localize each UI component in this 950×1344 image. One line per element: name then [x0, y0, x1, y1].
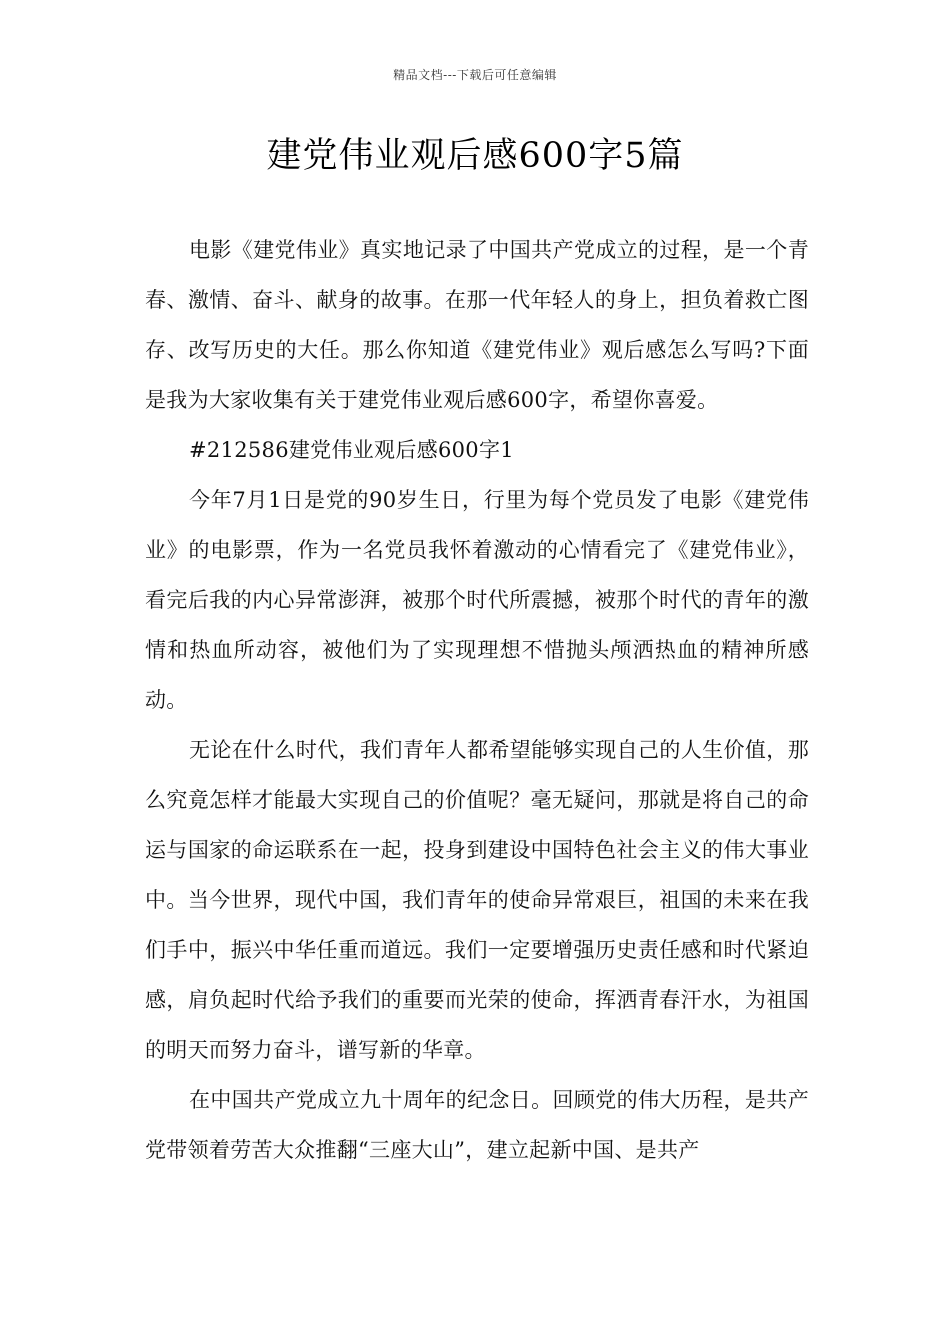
paragraph: 今年7月1日是党的90岁生日，行里为每个党员发了电影《建党伟业》的电影票，作为一名党员我怀着激动的心情看完了《建党伟业》，看完后我的内心异常澎湃，被那个时代所震撼，被那个时代的青年的激情和热血所动容，被他们为了实现理想不惜抛头颅洒热血的精神所感动。: [145, 488, 809, 712]
paragraph: 在中国共产党成立九十周年的纪念日。回顾党的伟大历程，是共产党带领着劳苦大众推翻“三座大山”，建立起新中国、是共产: [145, 1088, 809, 1162]
paragraph: 无论在什么时代，我们青年人都希望能够实现自己的人生价值，那么究竟怎样才能最大实现自己的价值呢？毫无疑问，那就是将自己的命运与国家的命运联系在一起，投身到建设中国特色社会主义的伟大事业中。当今世界，现代中国，我们青年的使命异常艰巨，祖国的未来在我们手中，振兴中华任重而道远。我们一定要增强历史责任感和时代紧迫感，肩负起时代给予我们的重要而光荣的使命，挥洒青春汗水，为祖国的明天而努力奋斗，谱写新的华章。: [145, 738, 809, 1062]
paragraph-intro: 电影《建党伟业》真实地记录了中国共产党成立的过程，是一个青春、激情、奋斗、献身的故事。在那一代年轻人的身上，担负着救亡图存、改写历史的大任。那么你知道《建党伟业》观后感怎么写吗?下面是我为大家收集有关于建党伟业观后感600字，希望你喜爱。: [145, 238, 809, 412]
header-note: 精品文档---下载后可任意编辑: [393, 68, 557, 82]
document-body: [145, 225, 809, 1175]
section-heading: #212586建党伟业观后感600字1: [189, 438, 514, 462]
document-title: 建党伟业观后感600字5篇: [266, 136, 684, 176]
